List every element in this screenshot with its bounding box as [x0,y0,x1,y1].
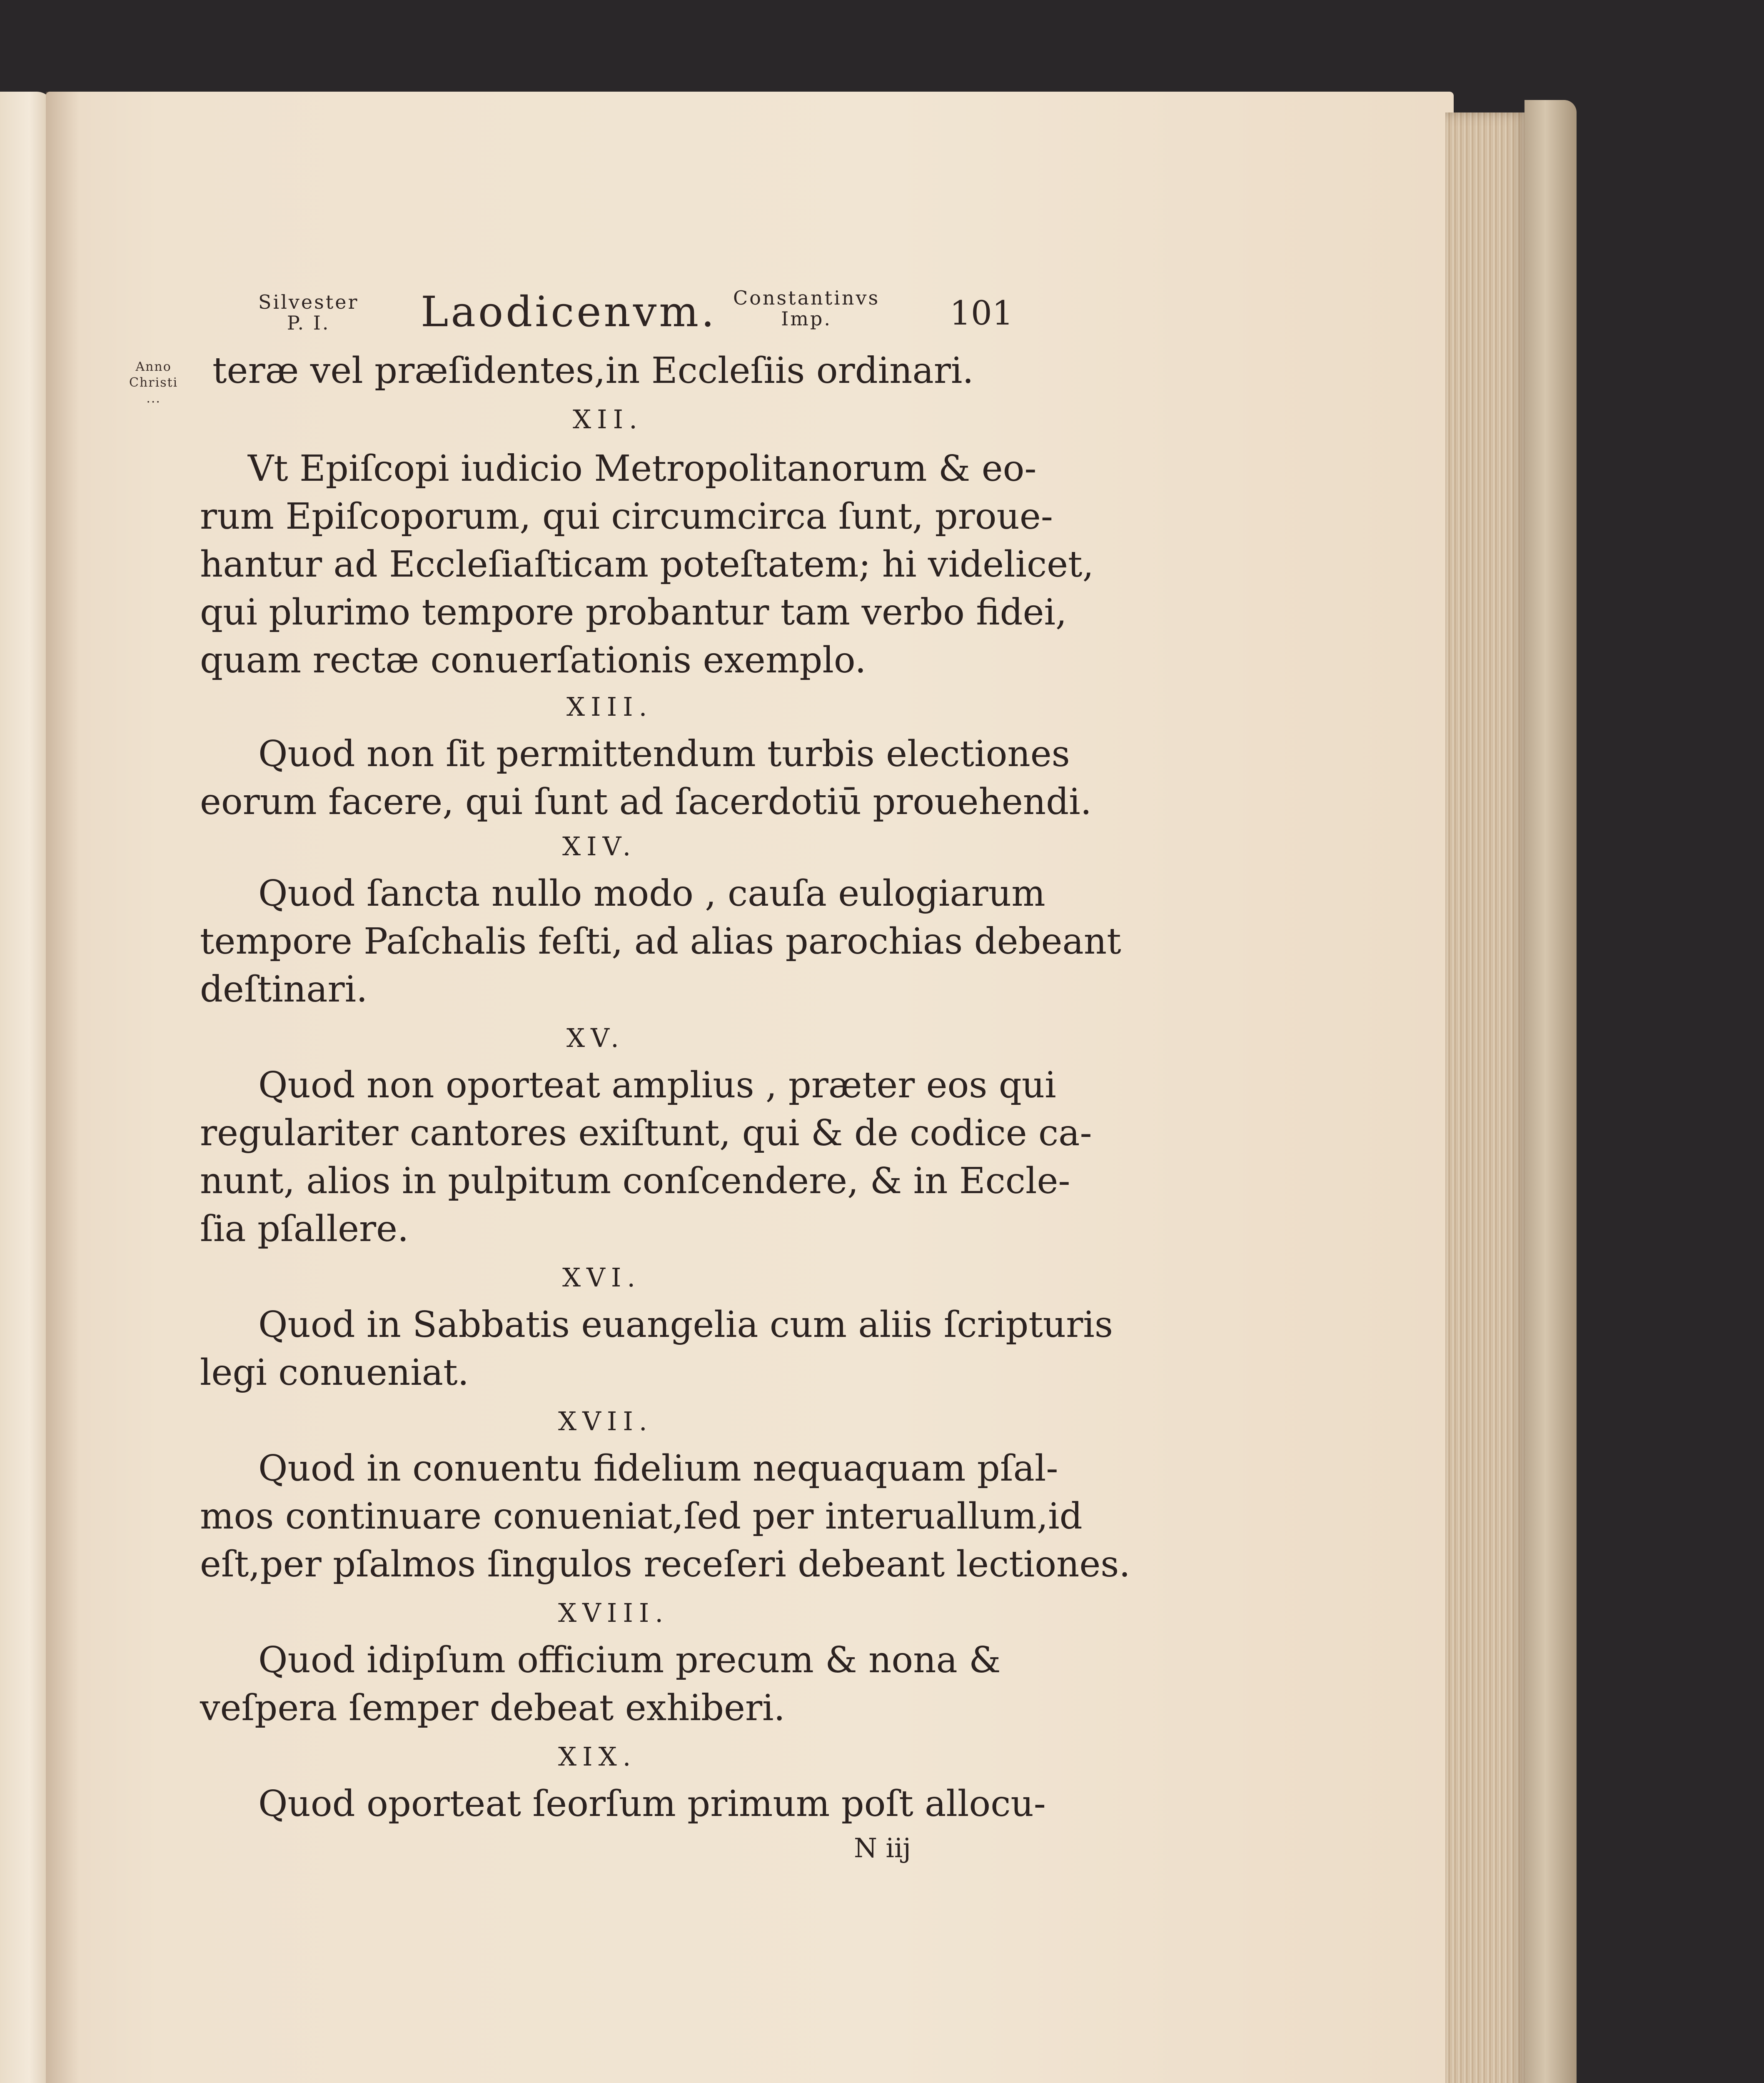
margin-note [129,359,178,407]
text-line: eſt,per pſalmos ſingulos receſeri debeant lectiones. [200,1544,1130,1585]
running-head-pope-number: P. I. [287,312,330,334]
text-line: eorum facere, qui ſunt ad ſacerdotiū prouehendi. [200,781,1092,823]
text-line: tempore Paſchalis feſti, ad alias parochias debeant [200,921,1121,962]
text-line: qui plurimo tempore probantur tam verbo fidei, [200,592,1067,633]
running-head-emperor: Constantinvs [733,287,880,309]
text-line: Vt Epiſcopi iudicio Metropolitanorum & eo- [248,448,1037,490]
page-number: 101 [950,294,1013,332]
text-line: teræ vel præſidentes,in Eccleſiis ordinari. [212,350,974,392]
margin-note-anno: Anno [135,360,172,374]
canon-numeral: XV. [566,1023,625,1053]
text-line: veſpera ſemper debeat exhiberi. [200,1687,785,1729]
main-text [200,267,1130,1933]
canon-numeral: XII. [573,404,643,435]
margin-note-ellipsis: ... [146,391,161,406]
signature-mark: N iij [854,1833,911,1864]
canon-numeral: XVII. [558,1406,653,1436]
page-title: Laodicenvm. [421,287,717,336]
facing-page-edge [0,92,53,2083]
running-head-emperor-title: Imp. [781,307,832,330]
text-line: mos continuare conueniat,ſed per interuallum,id [200,1496,1083,1537]
text-line: Quod oporteat ſeorſum primum poſt allocu- [258,1783,1046,1825]
text-line: ſia pſallere. [200,1208,409,1250]
text-line: Quod in conuentu fidelium nequaquam pſal- [258,1448,1058,1489]
running-head-pope: Silvester [258,291,359,313]
margin-note-christi: Christi [129,375,178,390]
page-fore-edge [1445,112,1529,2083]
text-line: hantur ad Eccleſiaſticam poteſtatem; hi videlicet, [200,544,1094,585]
canon-numeral: XVIII. [558,1598,669,1628]
text-line: Quod non oporteat amplius , præter eos qui [258,1064,1056,1106]
text-line: regulariter cantores exiſtunt, qui & de codice ca- [200,1112,1092,1154]
canon-numeral: XIV. [562,831,637,862]
canon-numeral: XVI. [562,1262,641,1293]
text-line: Quod in Sabbatis euangelia cum aliis ſcripturis [258,1304,1113,1346]
canon-numeral: XIII. [566,692,653,722]
text-line: legi conueniat. [200,1352,469,1394]
text-line: Quod idipſum officium precum & nona & [258,1639,1001,1681]
page-gutter-shadow [46,92,79,2083]
text-line: Quod ſancta nullo modo , cauſa eulogiarum [258,873,1045,914]
book-cover-edge [1524,100,1577,2083]
text-line: rum Epiſcoporum, qui circumcirca ſunt, proue- [200,496,1053,537]
text-line: quam rectæ conuerſationis exemplo. [200,639,866,681]
text-line: Quod non ſit permittendum turbis electiones [258,733,1070,775]
text-line: deſtinari. [200,969,368,1010]
canon-numeral: XIX. [558,1741,637,1772]
text-line: nunt, alios in pulpitum conſcendere, & in Eccle- [200,1160,1070,1202]
